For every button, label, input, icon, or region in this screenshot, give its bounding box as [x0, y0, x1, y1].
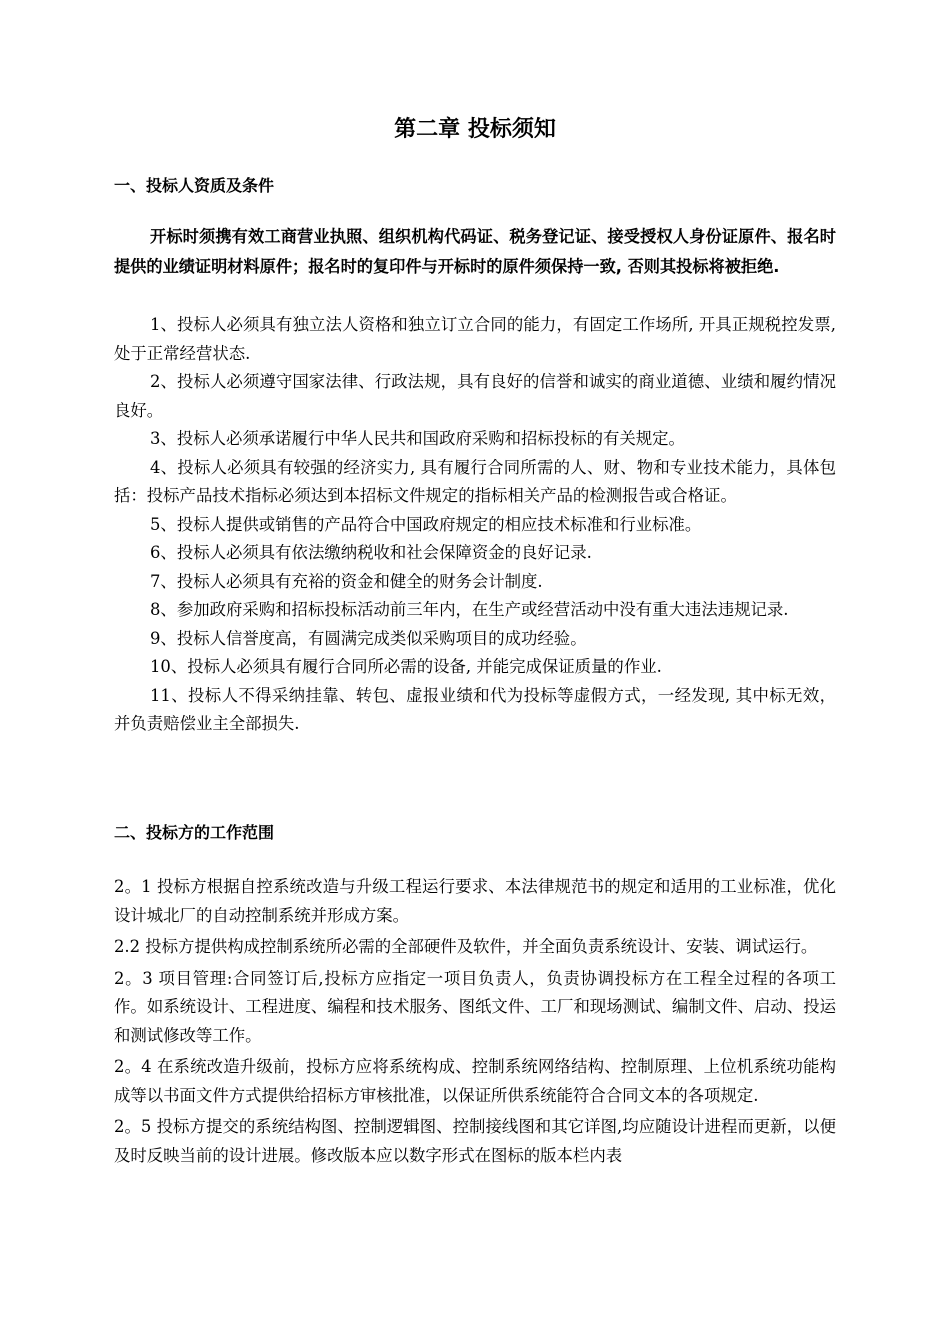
list-item: 1、投标人必须具有独立法人资格和独立订立合同的能力，有固定工作场所, 开具正规税控发票, 处于正常经营状态.	[114, 315, 836, 363]
work-scope-list	[114, 873, 836, 1173]
section-heading-qualifications: 一、投标人资质及条件	[114, 176, 275, 195]
list-item: 4、投标人必须具有较强的经济实力, 具有履行合同所需的人、财、物和专业技术能力，具体包括：投标产品技术指标必须达到本招标文件规定的指标相关产品的检测报告或合格证。	[114, 457, 836, 505]
bold-requirement-paragraph: 开标时须携有效工商营业执照、组织机构代码证、税务登记证、接受授权人身份证原件、报名时提供的业绩证明材料原件；报名时的复印件与开标时的原件须保持一致, 否则其投标将被拒绝.	[114, 227, 836, 276]
list-item: 2。1 投标方根据自控系统改造与升级工程运行要求、本法律规范书的规定和适用的工业标准，优化设计城北厂的自动控制系统并形成方案。	[114, 877, 836, 925]
list-item: 8、参加政府采购和招标投标活动前三年内，在生产或经营活动中没有重大违法违规记录.	[150, 600, 789, 619]
list-item: 11、投标人不得采纳挂靠、转包、虚报业绩和代为投标等虚假方式，一经发现, 其中标无效，并负责赔偿业主全部损失.	[114, 685, 836, 733]
list-item: 10、投标人必须具有履行合同所必需的设备, 并能完成保证质量的作业.	[150, 657, 662, 676]
list-item: 3、投标人必须承诺履行中华人民共和国政府采购和招标投标的有关规定。	[150, 429, 685, 448]
list-item: 7、投标人必须具有充裕的资金和健全的财务会计制度.	[150, 571, 543, 591]
list-item: 2、投标人必须遵守国家法律、行政法规，具有良好的信誉和诚实的商业道德、业绩和履约情况良好。	[114, 372, 836, 420]
list-item: 2.2 投标方提供构成控制系统所必需的全部硬件及软件，并全面负责系统设计、安装、调试运行。	[114, 937, 818, 956]
list-item: 2。3 项目管理:合同签订后,投标方应指定一项目负责人，负责协调投标方在工程全过程的各项工作。如系统设计、工程进度、编程和技术服务、图纸文件、工厂和现场测试、编制文件、启动、投运和测试修改等工作。	[114, 968, 836, 1045]
list-item: 9、投标人信誉度高，有圆满完成类似采购项目的成功经验。	[150, 628, 587, 648]
chapter-title: 第二章 投标须知	[394, 117, 556, 142]
list-item: 5、投标人提供或销售的产品符合中国政府规定的相应技术标准和行业标准。	[150, 514, 702, 534]
section-heading-work-scope: 二、投标方的工作范围	[114, 823, 275, 842]
list-item: 2。4 在系统改造升级前，投标方应将系统构成、控制系统网络结构、控制原理、上位机系统功能构成等以书面文件方式提供给招标方审核批准，以保证所供系统能符合合同文本的各项规定.	[114, 1057, 836, 1105]
list-item: 6、投标人必须具有依法缴纳税收和社会保障资金的良好记录.	[150, 543, 592, 562]
qualification-list	[114, 311, 836, 739]
list-item: 2。5 投标方提交的系统结构图、控制逻辑图、控制接线图和其它详图,均应随设计进程而更新，以便及时反映当前的设计进展。修改版本应以数字形式在图标的版本栏内表	[114, 1117, 836, 1165]
